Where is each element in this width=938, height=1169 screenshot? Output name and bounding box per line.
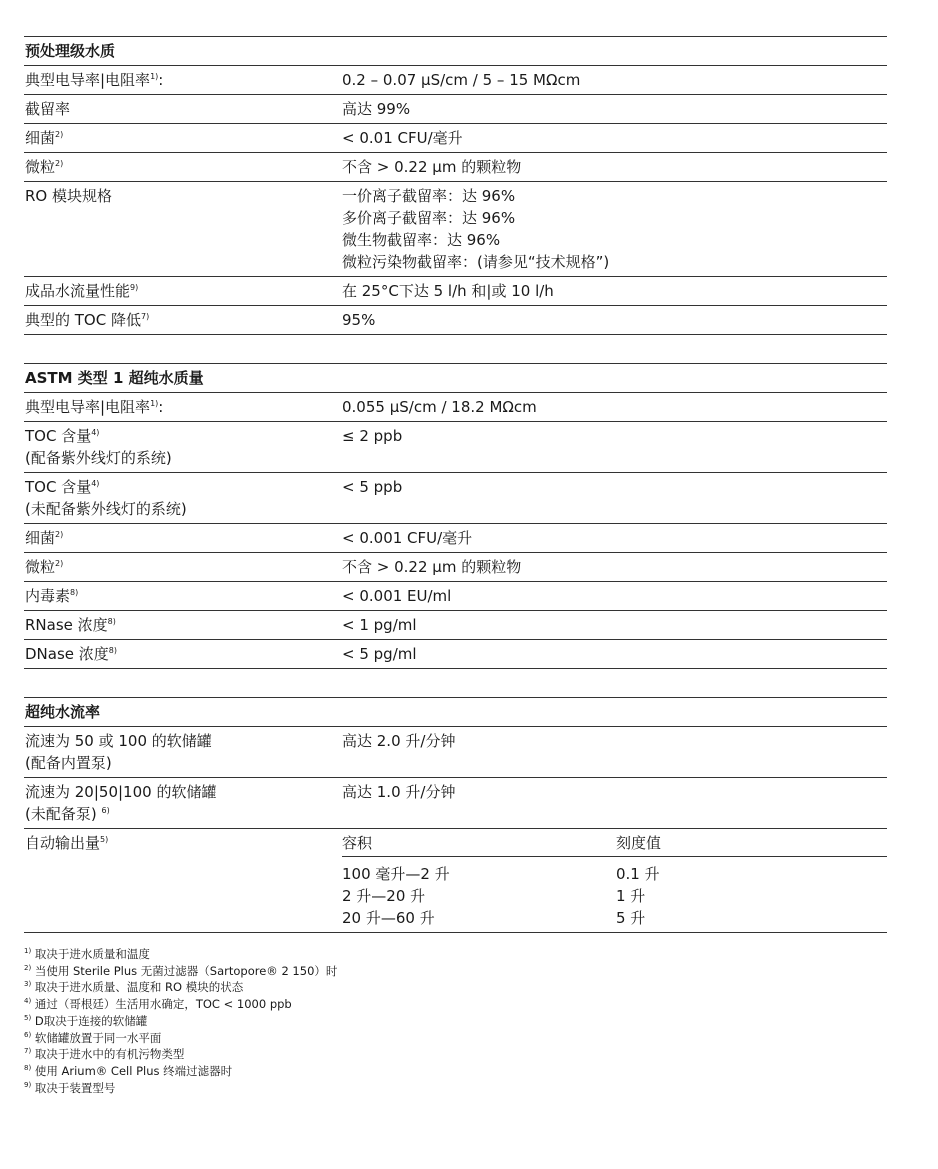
scale-header: 刻度值: [616, 834, 662, 852]
table-row: [24, 582, 887, 611]
section-astm-type1: [24, 363, 887, 669]
row-value: 高达 99%: [342, 100, 411, 118]
row-value: < 0.001 CFU/毫升: [342, 529, 473, 547]
sub-table-row: 20 升—60 升 5 升: [342, 909, 646, 927]
row-value: < 1 pg/ml: [342, 616, 417, 634]
table-row: [24, 473, 887, 524]
sub-table-header: [342, 832, 887, 857]
footnote-ref: 2): [55, 530, 64, 539]
row-value: < 5 pg/ml: [342, 645, 417, 663]
table-row: [24, 553, 887, 582]
footnote: $^{2)}$ 当使用 Sterile Plus 无菌过滤器（Sartopore® 2 150）时: [24, 963, 338, 978]
footnote: $^{6)}$ 软储罐放置于同一水平面: [24, 1030, 162, 1045]
sub-table-row: 2 升—20 升 1 升: [342, 887, 646, 905]
row-label: 内毒素: [25, 587, 71, 605]
row-label: 典型的 TOC 降低: [25, 311, 141, 329]
row-label: 成品水流量性能: [25, 282, 131, 300]
row-value: 不含 > 0.22 µm 的颗粒物: [342, 558, 522, 576]
section-title: 预处理级水质: [24, 36, 887, 66]
section-title: 超纯水流率: [24, 697, 887, 727]
footnote-ref: 1): [150, 399, 159, 408]
table-row: [24, 182, 887, 277]
table-row: [24, 422, 887, 473]
row-value: 0.2 – 0.07 µS/cm / 5 – 15 MΩcm: [342, 71, 581, 89]
section-flow-rate: [24, 697, 887, 933]
spec-page: [24, 36, 887, 961]
footnote-ref: 5): [100, 835, 109, 844]
row-label: RO 模块规格: [25, 187, 112, 205]
footnotes: [24, 946, 887, 1096]
row-value-line: 一价离子截留率：达 96%: [342, 187, 516, 205]
row-label: 细菌: [25, 129, 56, 147]
row-value: 0.055 µS/cm / 18.2 MΩcm: [342, 398, 537, 416]
row-label: 微粒: [25, 158, 56, 176]
row-label: RNase 浓度: [25, 616, 108, 634]
row-label: 微粒: [25, 558, 56, 576]
footnote-ref: 4): [91, 428, 100, 437]
row-label: 流速为 50 或 100 的软储罐: [25, 732, 212, 750]
row-value: ≤ 2 ppb: [342, 427, 403, 445]
footnote-ref: 4): [91, 479, 100, 488]
footnote-ref: 8): [70, 588, 79, 597]
table-row: [24, 153, 887, 182]
table-row-auto-output: [24, 829, 887, 933]
row-value: 高达 1.0 升/分钟: [342, 783, 456, 801]
footnote: $^{3)}$ 取决于进水质量、温度和 RO 模块的状态: [24, 980, 244, 995]
footnote: $^{8)}$ 使用 Arium® Cell Plus 终端过滤器时: [24, 1063, 233, 1078]
row-value: 在 25°C下达 5 l/h 和|或 10 l/h: [342, 282, 554, 300]
footnote-ref: 8): [108, 646, 117, 655]
footnote-ref: 7): [140, 312, 150, 321]
section-title: ASTM 类型 1 超纯水质量: [24, 363, 887, 393]
footnote-ref: 8): [107, 617, 116, 626]
table-row: [24, 124, 887, 153]
table-row: 典型电导率|电阻率$^{1)}$: 0.2 – 0.07 µS/cm / 5 – 15 MΩcm: [24, 66, 887, 95]
row-label-note: (未配备紫外线灯的系统): [25, 500, 187, 518]
footnote: $^{5)}$ D取决于连接的软储罐: [24, 1013, 148, 1028]
table-row: [24, 277, 887, 306]
row-label-note: (配备内置泵): [25, 754, 112, 772]
section-pretreatment: [24, 36, 887, 335]
row-label: 典型电导率|电阻率: [25, 398, 151, 416]
row-label: TOC 含量: [25, 478, 92, 496]
row-label-note: (未配备泵): [25, 805, 97, 823]
footnote-ref: 1): [150, 72, 159, 81]
footnote-ref: 2): [55, 130, 64, 139]
footnote: $^{7)}$ 取决于进水中的有机污物类型: [24, 1047, 185, 1062]
table-row: [24, 778, 887, 829]
row-value-line: 微生物截留率：达 96%: [342, 231, 501, 249]
row-label: 流速为 20|50|100 的软储罐: [25, 783, 217, 801]
volume-header: 容积: [342, 834, 373, 852]
row-value: < 0.01 CFU/毫升: [342, 129, 463, 147]
sub-table-row: 100 毫升—2 升 0.1 升: [342, 865, 660, 883]
row-label: 自动输出量: [25, 834, 101, 852]
footnote-ref: 2): [55, 159, 64, 168]
row-value: < 0.001 EU/ml: [342, 587, 452, 605]
row-value: 95%: [342, 311, 376, 329]
footnote: $^{9)}$ 取决于装置型号: [24, 1080, 116, 1095]
footnote: $^{4)}$ 通过（哥根廷）生活用水确定，TOC < 1000 ppb: [24, 997, 292, 1012]
table-row: [24, 524, 887, 553]
footnote-ref: 9): [130, 283, 139, 292]
footnote: $^{1)}$ 取决于进水质量和温度: [24, 947, 150, 961]
row-label: 截留率: [25, 100, 71, 118]
row-label: 典型电导率|电阻率: [25, 71, 151, 89]
table-row: [24, 95, 887, 124]
table-row: [24, 306, 887, 335]
table-row: [24, 727, 887, 778]
table-row: [24, 611, 887, 640]
table-row: [24, 640, 887, 669]
row-value-line: 微粒污染物截留率：(请参见“技术规格”): [342, 253, 610, 271]
row-value: 不含 > 0.22 µm 的颗粒物: [342, 158, 522, 176]
row-value-line: 多价离子截留率：达 96%: [342, 209, 516, 227]
row-value: < 5 ppb: [342, 478, 403, 496]
row-label: 细菌: [25, 529, 56, 547]
row-value: 高达 2.0 升/分钟: [342, 732, 456, 750]
row-label: TOC 含量: [25, 427, 92, 445]
footnote-ref: 2): [55, 559, 64, 568]
footnote-ref: 6): [101, 806, 110, 815]
table-row: 典型电导率|电阻率$^{1)}$: 0.055 µS/cm / 18.2 MΩcm: [24, 393, 887, 422]
row-label-note: (配备紫外线灯的系统): [25, 449, 172, 467]
row-label: DNase 浓度: [25, 645, 109, 663]
